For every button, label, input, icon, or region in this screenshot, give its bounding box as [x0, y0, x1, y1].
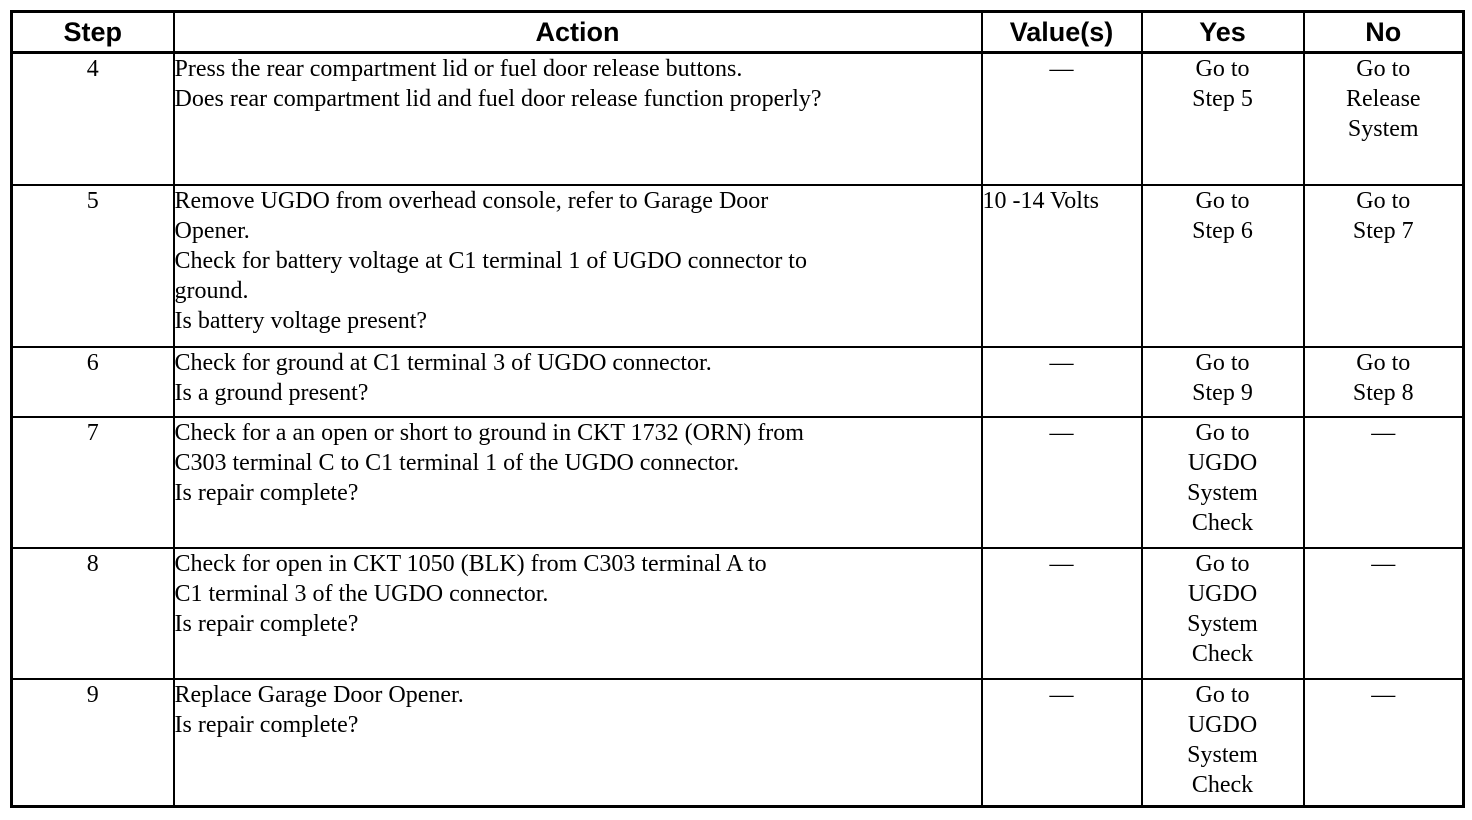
action-line: Press the rear compartment lid or fuel door release buttons.: [174, 56, 743, 82]
yes-cell: [1142, 417, 1304, 548]
action-line: ground.: [174, 277, 249, 304]
value-text: —: [1049, 56, 1074, 82]
action-line: Is repair complete?: [174, 711, 359, 738]
yes-line: Check: [1191, 640, 1254, 667]
no-line: Go to: [1356, 349, 1411, 376]
yes-line: Go to: [1195, 349, 1250, 376]
table-row: [12, 347, 1464, 417]
value-cell: [982, 347, 1142, 417]
action-line: Check for ground at C1 terminal 3 of UGDO connector.: [174, 349, 712, 376]
no-cell: [1304, 417, 1464, 548]
action-line: Does rear compartment lid and fuel door release function properly?: [174, 86, 822, 112]
yes-line: Go to: [1195, 187, 1250, 214]
yes-cell: [1142, 53, 1304, 185]
yes-line: System: [1187, 741, 1258, 768]
table-row: [12, 417, 1464, 548]
yes-cell: [1142, 347, 1304, 417]
header-row: [12, 12, 1464, 53]
yes-line: Go to: [1195, 419, 1250, 446]
no-line: Go to: [1356, 187, 1411, 214]
value-cell: [982, 185, 1142, 347]
action-line: Is a ground present?: [174, 379, 369, 406]
yes-cell: [1142, 679, 1304, 807]
step-cell: 8: [12, 548, 174, 679]
value-text: 10 -14 Volts: [982, 187, 1099, 214]
yes-line: UGDO: [1187, 711, 1258, 738]
value-cell: [982, 417, 1142, 548]
action-line: Check for a an open or short to ground in CKT 1732 (ORN) from: [174, 419, 804, 446]
action-line: Replace Garage Door Opener.: [174, 681, 464, 708]
table-row: [12, 185, 1464, 347]
step-cell: 6: [12, 347, 174, 417]
diagnostic-table: [10, 10, 1465, 808]
value-text: —: [1049, 550, 1074, 577]
action-line: Remove UGDO from overhead console, refer to Garage Door: [174, 187, 769, 214]
action-line: Is battery voltage present?: [174, 307, 428, 334]
yes-line: Go to: [1195, 56, 1250, 82]
header-action: Action: [174, 12, 982, 53]
action-cell: [174, 679, 982, 807]
yes-line: Step 9: [1192, 379, 1253, 406]
action-line: Check for battery voltage at C1 terminal 1 of UGDO connector to: [174, 247, 807, 274]
action-line: C303 terminal C to C1 terminal 1 of the UGDO connector.: [174, 449, 740, 476]
value-text: —: [1049, 681, 1074, 708]
no-line: Step 7: [1352, 217, 1414, 244]
yes-line: Check: [1191, 509, 1254, 536]
action-cell: [174, 417, 982, 548]
value-cell: [982, 548, 1142, 679]
yes-line: Go to: [1195, 681, 1250, 708]
action-line: Is repair complete?: [174, 610, 359, 637]
step-cell: 5: [12, 185, 174, 347]
yes-line: System: [1187, 610, 1258, 637]
action-cell: [174, 185, 982, 347]
action-line: Is repair complete?: [174, 479, 359, 506]
yes-line: System: [1187, 479, 1258, 506]
no-text: —: [1371, 419, 1396, 446]
step-cell: 7: [12, 417, 174, 548]
value-text: —: [1049, 349, 1074, 376]
no-cell: [1304, 679, 1464, 807]
action-cell: [174, 347, 982, 417]
header-values: Value(s): [982, 12, 1142, 53]
no-text: —: [1371, 681, 1396, 708]
table-row: [12, 679, 1464, 807]
no-line: System: [1347, 116, 1419, 142]
no-cell: [1304, 53, 1464, 185]
value-text: —: [1049, 419, 1074, 446]
no-cell: [1304, 185, 1464, 347]
action-line: Check for open in CKT 1050 (BLK) from C303 terminal A to: [174, 550, 767, 577]
yes-line: UGDO: [1187, 449, 1258, 476]
yes-line: Step 6: [1192, 217, 1253, 244]
header-step: Step: [12, 12, 174, 53]
action-cell: [174, 548, 982, 679]
yes-line: Check: [1191, 771, 1254, 798]
no-text: —: [1371, 550, 1396, 577]
no-line: Go to: [1356, 56, 1411, 82]
no-cell: [1304, 347, 1464, 417]
step-cell: 9: [12, 679, 174, 807]
value-cell: [982, 53, 1142, 185]
table-row: [12, 548, 1464, 679]
table-row: [12, 53, 1464, 185]
no-cell: [1304, 548, 1464, 679]
yes-cell: [1142, 185, 1304, 347]
no-line: Release: [1345, 86, 1421, 112]
action-cell: [174, 53, 982, 185]
action-line: C1 terminal 3 of the UGDO connector.: [174, 580, 549, 607]
yes-cell: [1142, 548, 1304, 679]
yes-line: Step 5: [1192, 86, 1253, 112]
yes-line: UGDO: [1187, 580, 1258, 607]
action-line: Opener.: [174, 217, 250, 244]
step-cell: 4: [12, 53, 174, 185]
header-yes: Yes: [1142, 12, 1304, 53]
value-cell: [982, 679, 1142, 807]
header-no: No: [1304, 12, 1464, 53]
yes-line: Go to: [1195, 550, 1250, 577]
no-line: Step 8: [1352, 379, 1414, 406]
